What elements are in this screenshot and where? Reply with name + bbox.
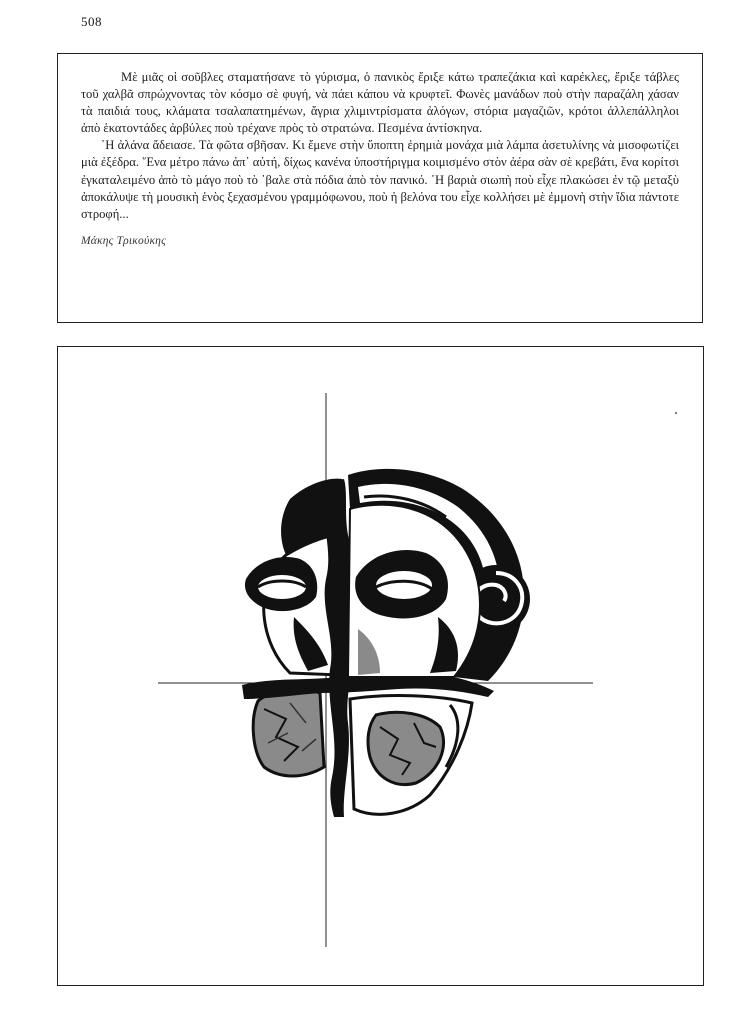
author-signature: Μάκης Τρικούκης	[81, 234, 166, 247]
left-eye	[256, 573, 308, 601]
fragmented-mask-collage	[58, 347, 703, 985]
paragraph: Μὲ μιᾶς οἱ σοῦβλες σταματήσανε τὸ γύρισμα, ὁ πανικὸς ἔριξε κάτω τραπεζάκια καὶ καρέκλες, ἔριξε τάβλες τοῦ χαλβᾶ σπρώχνοντας τὸν κόσμο σὲ φυγή, νὰ πάει κάπου νὰ κρυφτεῖ. Φωνὲς μανάδων ποὺ στὴν παραζάλη χάσαν τὰ παιδιά τους, κλάματα τσαλαπατημένων, ἄγρια χλιμιντρίσματα ἀλόγων, στόρια μαγαζιῶν, κρότοι ἀλλεπάλληλοι ἀπὸ ἑκατοντάδες ἀρβύλες ποὺ τρέχανε πρὸς τὸ στρατώνα. Πεσμένα ἀντίσκηνα.	[81, 70, 679, 136]
page-number: 508	[81, 14, 102, 29]
paragraph: ῾Η ἀλάνα ἄδειασε. Τὰ φῶτα σβῆσαν. Κι ἔμενε στὴν ὕποπτη ἐρημιὰ μονάχα μιὰ λάμπα ἀσετυλίνης νὰ μισοφωτίζει μιὰ ἐξέδρα. ῞Ενα μέτρο πάνω ἀπ᾽ αὐτή, δίχως κανένα ὑποστήριγμα κοιμισμένο στὸν ἀέρα σὰν σὲ κρεβάτι, ἕνα κορίτσι ἐγκαταλειμένο ἀπὸ τὸ μάγο ποὺ τὸ ᾽βαλε στὰ πόδια ἀπὸ τὸν πανικό. ῾Η βαριὰ σιωπὴ ποὺ εἶχε πλακώσει ἐν τῷ μεταξὺ ἀποκάλυψε τὴ μουσικὴ ἑνὸς ξεχασμένου γραμμόφωνου, ποὺ ἡ βελόνα του εἶχε κολλήσει μὲ ἐμμονὴ στὴν ἴδια πάντοτε στροφή...	[81, 138, 679, 221]
print-speck	[675, 412, 677, 414]
text-block	[57, 53, 703, 323]
artwork-frame	[57, 346, 704, 986]
mask-right-fragment	[348, 469, 530, 814]
